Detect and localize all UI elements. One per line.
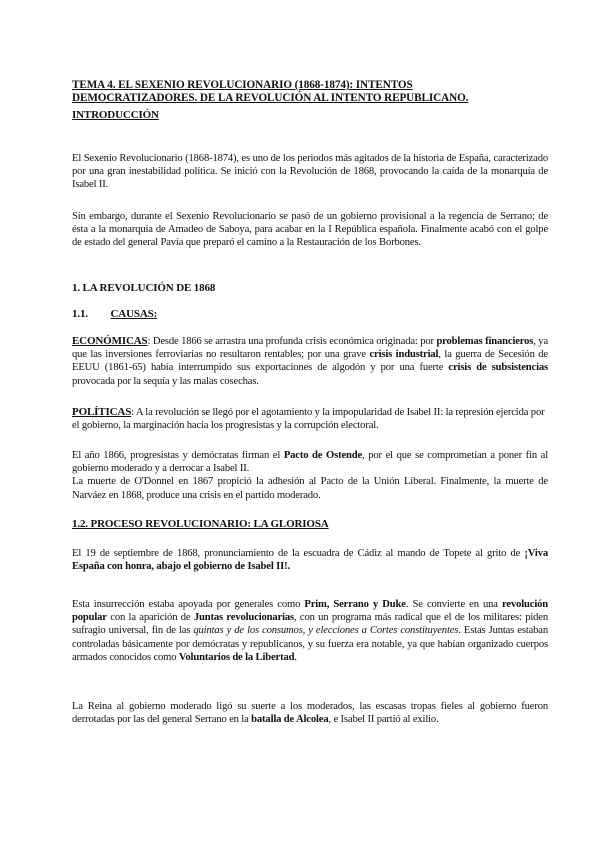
insurrection-bold-4: Voluntarios de la Libertad: [178, 651, 295, 663]
ostende-text-3: La muerte de O'Donnel en 1867 propició la adhesión al Pacto de la Unión Liberal. Finalmente, la muerte de Narváez en 1868, produce una crisis en el partido moderado.: [72, 476, 548, 501]
intro-heading: INTRODUCCIÓN: [72, 109, 159, 121]
political-label: POLÍTICAS: [72, 406, 132, 418]
economic-text-3: , la guerra de Secesión de EEUU (1861-65) había interrumpido sus exportaciones de algodón y por una fuerte: [72, 349, 548, 374]
insurrection-text-4: , con un programa más radical que el de los militares: piden sufragio universal, fin de las: [72, 612, 548, 637]
political-causes-paragraph: [72, 406, 548, 432]
title-line-1: TEMA 4. EL SEXENIO REVOLUCIONARIO (1868-1874): INTENTOS: [72, 79, 413, 91]
economic-text-2: , ya que las inversiones ferroviarias no resultaron rentables; por una grave: [72, 336, 548, 361]
economic-label: ECONÓMICAS: [72, 335, 148, 347]
insurrection-text-1: Esta insurrección estaba apoyada por generales como: [72, 599, 305, 610]
subsection-1-2-heading: 1.2. PROCESO REVOLUCIONARIO: LA GLORIOSA: [72, 518, 329, 530]
economic-text-4: provocada por la sequía y las malas cosechas.: [72, 375, 259, 387]
queen-paragraph: [72, 700, 548, 726]
ostende-text-1: El año 1866, progresistas y demócratas firman el: [72, 450, 284, 461]
intro-paragraph-1: El Sexenio Revolucionario (1868-1874), es uno de los periodos más agitados de la historia de España, caracterizado por una gran inestabilidad política. Se inició con la Revolución de 1868, provocando la caída de la monarquía de Isabel II.: [72, 153, 548, 191]
insurrection-text-2: . Se convierte en una: [405, 599, 503, 610]
economic-causes-paragraph: [72, 335, 548, 388]
subsection-1-1-number: 1.1.: [72, 308, 88, 320]
intro-paragraph-2: Sin embargo, durante el Sexenio Revolucionario se pasó de un gobierno provisional a la regencia de Serrano; de ésta a la monarquía de Amadeo de Saboya, para acabar en la I República española. Finalmente acabó con el golpe de estado del general Pavía que preparó el camino a la Restauración de los Borbones.: [72, 211, 548, 249]
queen-bold: batalla de Alcolea: [251, 714, 329, 726]
insurrection-paragraph: [72, 598, 548, 664]
economic-bold-3: crisis de subsistencias: [448, 362, 548, 374]
economic-bold-2: crisis industrial: [369, 349, 439, 361]
insurrection-text-3: con la aparición de: [106, 612, 194, 624]
political-text: : A la revolución se llegó por el agotamiento y la impopularidad de Isabel II: la represión ejercida por el gobierno, la marginación hacia los progresistas y la corrupción electoral.: [72, 407, 545, 432]
september-paragraph: [72, 547, 548, 573]
title-line-2: DEMOCRATIZADORES. DE LA REVOLUCIÓN AL INTENTO REPUBLICANO.: [72, 92, 469, 104]
september-text: El 19 de septiembre de 1868, pronunciamiento de la escuadra de Cádiz al mando de Topete al grito de: [72, 548, 525, 559]
september-slogan: ¡Viva España con honra, abajo el gobierno de Isabel II!.: [72, 548, 548, 573]
queen-text-1: La Reina al gobierno moderado ligó su suerte a los moderados, las escasas tropas fieles al gobierno fueron derrotadas por las del general Serrano en la: [72, 701, 548, 726]
ostende-bold: Pacto de Ostende: [283, 450, 363, 461]
section-1-heading: 1. LA REVOLUCIÓN DE 1868: [72, 282, 216, 294]
economic-bold-1: problemas financieros: [436, 336, 534, 347]
insurrection-bold-2: revolución popular: [72, 599, 549, 624]
subsection-1-1-title: CAUSAS:: [110, 308, 158, 320]
queen-text-2: , e Isabel II partió al exilio.: [328, 714, 439, 726]
ostende-text-2: , por el que se comprometían a poner fin al gobierno moderado y a derrocar a Isabel II.: [72, 450, 548, 475]
insurrection-text-6: .: [294, 651, 297, 663]
economic-text-1: : Desde 1866 se arrastra una profunda crisis económica originada: por: [147, 336, 437, 347]
insurrection-text-5: . Estas Juntas estaban controladas básicamente por demócratas y republicanos, y su fuerza era notable, ya que habían organizado cuerpos armados conocidos como: [72, 625, 549, 663]
insurrection-bold-1: Prim, Serrano y Duke: [304, 599, 406, 610]
insurrection-bold-3: Juntas revolucionarias: [193, 612, 294, 624]
subsection-1-1-heading: [72, 308, 548, 321]
pacto-ostende-paragraph: [72, 449, 548, 502]
insurrection-italic: quintas y de los consumos, y elecciones a Cortes constituyentes: [193, 625, 459, 637]
document-title: [72, 79, 542, 105]
